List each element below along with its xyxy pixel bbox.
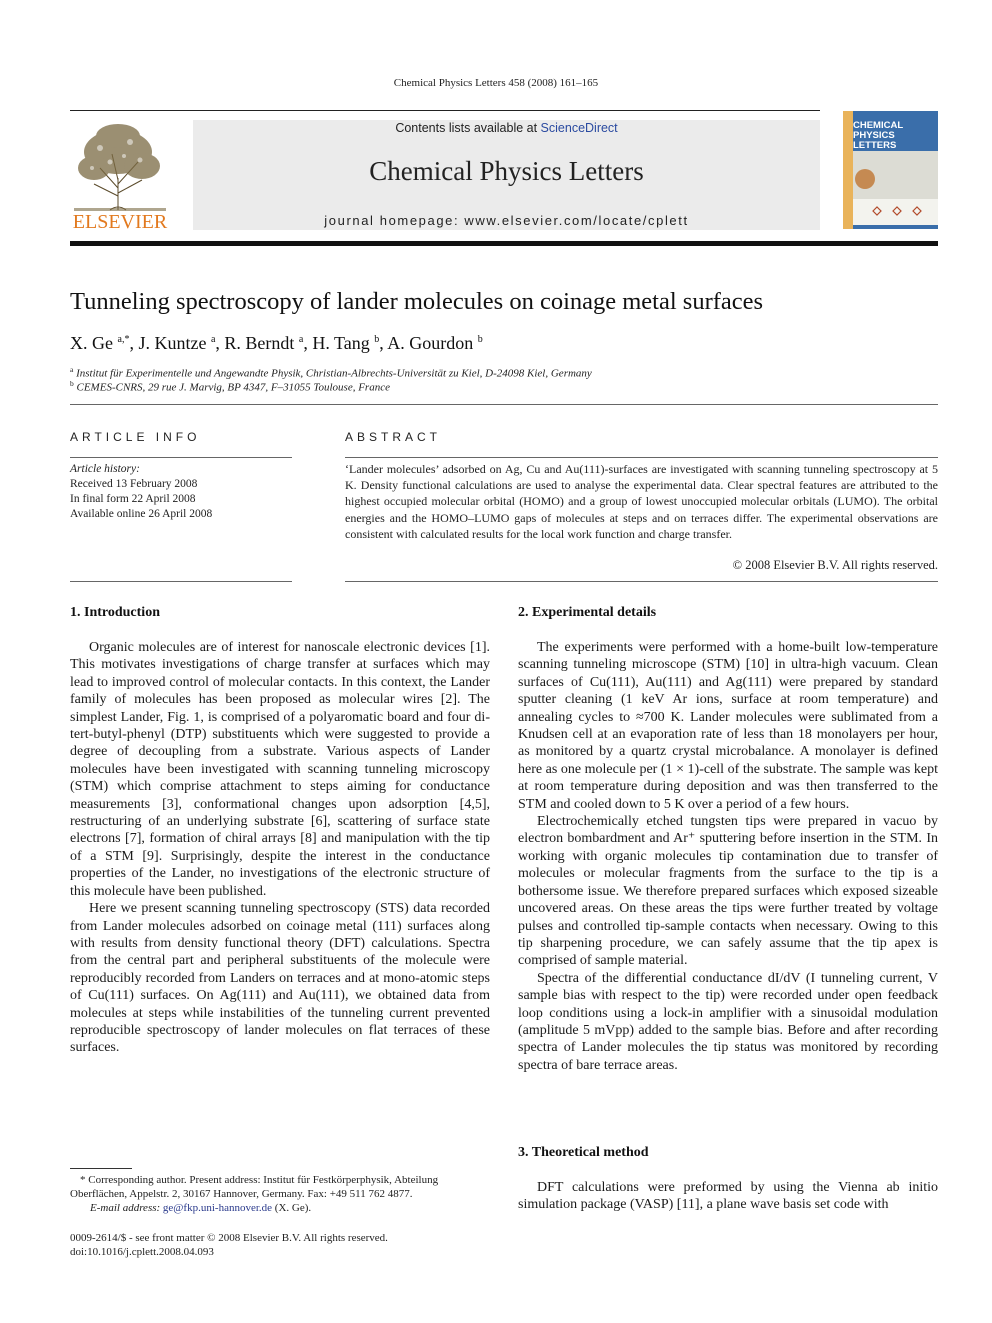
- introduction-body: [70, 639, 490, 1057]
- cover-title-line: LETTERS: [853, 140, 897, 151]
- author-name[interactable]: A. Gourdon: [387, 333, 474, 353]
- email-link[interactable]: ge@fkp.uni-hannover.de: [162, 1202, 273, 1214]
- abstract-bottom-rule: [345, 581, 938, 582]
- author-name[interactable]: R. Berndt: [224, 333, 295, 353]
- paragraph: Spectra of the differential conductance dI/dV (I tunneling current, V sample bias with respect to the tip) were recorded under open feedback loop conditions using a lock-in amplifier with a sinusoidal modulation (amplitude 5 mVpp) added to the sample bias. Before and after recording spectra of Lander molecules the tip status was monitored by recording spectra of bare terrace areas.: [518, 970, 938, 1073]
- doi-line[interactable]: doi:10.1016/j.cplett.2008.04.093: [70, 1246, 214, 1258]
- theoretical-body: [518, 1179, 938, 1214]
- received-date: Received 13 February 2008: [70, 478, 198, 490]
- author-name[interactable]: X. Ge: [70, 333, 113, 353]
- abstract-copyright: © 2008 Elsevier B.V. All rights reserved.: [732, 558, 938, 572]
- affiliation-a: [70, 365, 938, 380]
- affiliation-text: CEMES-CNRS, 29 rue J. Marvig, BP 4347, F–31055 Toulouse, France: [76, 381, 390, 394]
- article-history: [70, 462, 292, 522]
- email-label: E-mail address:: [90, 1202, 161, 1214]
- article-title: Tunneling spectroscopy of lander molecules on coinage metal surfaces: [70, 288, 764, 315]
- journal-title: Chemical Physics Letters: [369, 156, 644, 186]
- sciencedirect-link[interactable]: ScienceDirect: [540, 121, 618, 135]
- author-name[interactable]: J. Kuntze: [138, 333, 207, 353]
- section-heading-experimental: 2. Experimental details: [518, 605, 657, 620]
- elsevier-logo[interactable]: [70, 118, 170, 233]
- paragraph: DFT calculations were preformed by using the Vienna ab initio simulation package (VASP) [11], a plane wave basis set code with: [518, 1180, 938, 1213]
- abstract-heading: ABSTRACT: [345, 430, 442, 444]
- cover-title-line: PHYSICS: [853, 130, 895, 141]
- footnote-rule: [70, 1168, 132, 1169]
- author-affiliation-mark[interactable]: b: [477, 334, 483, 345]
- article-info-rule: [70, 457, 292, 458]
- corresponding-author-note: [70, 1173, 490, 1215]
- affiliation-mark: b: [70, 379, 74, 388]
- author-name[interactable]: H. Tang: [312, 333, 370, 353]
- article-info-bottom-rule: [70, 581, 292, 582]
- author-separator: ,: [303, 333, 313, 353]
- abstract-text: ‘Lander molecules’ adsorbed on Ag, Cu and Au(111)-surfaces are investigated with scanning tunneling spectroscopy at 5 K. Density functional calculations are used to analyse the experimental data. Clear spectral features are attributed to the highest occupied molecular orbital (HOMO) and a group of lowest unoccupied molecular orbitals (LUMO). The orbital energies and the HOMO–LUMO gaps of molecules at steps and on terraces differ. The experimental observations are consistent with calculated results for the local work function and charge transfer.: [345, 462, 938, 541]
- journal-citation: Chemical Physics Letters 458 (2008) 161–165: [393, 77, 599, 89]
- elsevier-tree-icon: [70, 118, 170, 233]
- author-list: [70, 333, 938, 354]
- email-suffix: (X. Ge).: [274, 1202, 312, 1214]
- paragraph: Organic molecules are of interest for nanoscale electronic devices [1]. This motivates investigations of charge transfer at surfaces which may lead to improved control of molecular contacts. In this context, the Lander family of molecules has been proposed as molecular wires [2]. The simplest Lander, Fig. 1, is comprised of a polyaromatic board and four di-tert-butyl-phenyl (DTP) substituents which were suggested to provide a degree of decoupling from a substrate. Various aspects of Lander molecules have been investigated with scanning tunneling microscopy (STM) which comprise attachment to steps aiming for conductance measurements [3], conformational changes upon adsorption [4,5], restructuring of an underlying substrate [6], scattering of surface state electrons [7], formation of chiral arrays [8] and manipulation with the tip of a STM [9]. Surprisingly, despite the interest in the conductance properties of the Lander, no investigations of the electronic structure of this molecule have been published.: [70, 640, 490, 899]
- section-heading-theoretical: 3. Theoretical method: [518, 1145, 649, 1160]
- email-line: [70, 1201, 490, 1215]
- header-rule: [70, 110, 820, 111]
- revised-date: In final form 22 April 2008: [70, 493, 196, 505]
- corresponding-author-text: * Corresponding author. Present address: Institut für Festkörperphysik, Abteilung Oberflächen, Appelstr. 2, 30167 Hannover, Germany. Fax: +49 511 762 4877.: [70, 1174, 439, 1200]
- affiliations-rule: [70, 404, 938, 405]
- section-heading-introduction: 1. Introduction: [70, 605, 160, 620]
- author-affiliation-mark[interactable]: a,*: [117, 334, 130, 345]
- author-separator: ,: [129, 333, 139, 353]
- online-date: Available online 26 April 2008: [70, 508, 213, 520]
- paragraph: Here we present scanning tunneling spectroscopy (STS) data recorded from Lander molecules adsorbed on coinage metal (111) surfaces along with results from density functional theory (DFT) calculations. Spectra from the central part and peripheral substituents of the molecule were reproducibly recorded from Landers on terraces and at mono-atomic steps of Cu(111) surfaces. On Ag(111) and Au(111), we obtained data from molecules at steps while instabilities of the tunneling current prevented reproducible spectroscopy of lander molecules on flat terraces of these surfaces.: [70, 901, 490, 1056]
- author-affiliation-mark[interactable]: b: [374, 334, 380, 345]
- contents-prefix: Contents lists available at: [395, 121, 541, 135]
- cover-title: [853, 121, 933, 151]
- abstract-rule: [345, 457, 938, 458]
- author-affiliation-mark[interactable]: a: [298, 334, 304, 345]
- paragraph: Electrochemically etched tungsten tips were prepared in vacuo by electron bombardment and Ar⁺ sputtering before insertion in the STM. In working with organic molecules tip contamination due to transfer of molecules or molecular fragments from the surface to the tip is a bothersome issue. We therefore prepared surfaces which exposed sizeable uncovered areas. On these areas the tips were further treated by voltage pulses and controlled tip-sample contacts when necessary. Owing to this tip sharpening procedure, we can safely assume that the tip apex is comprised of sample material.: [518, 814, 938, 969]
- cover-title-line: CHEMICAL: [853, 120, 904, 131]
- article-info-heading: ARTICLE INFO: [70, 430, 201, 444]
- contents-availability: [193, 121, 820, 135]
- paragraph: The experiments were performed with a home-built low-temperature scanning tunneling microscope (STM) [10] in ultra-high vacuum. Clean surfaces of Cu(111), Au(111) and Ag(111) were prepared by standard sputter cleaning (1 keV Ar ions, surface at room temperature) and annealing cycles to ≈700 K. Lander molecules were sublimated from a Knudsen cell at an evaporation rate of less than 18 monolayers per hour, as monitored by a quartz crystal microbalance. A monolayer is defined here as one molecule per (1 × 1)-cell of the substrate. The sample was kept at room temperature during deposition and was then transferred to the STM and cooled down to 5 K over a period of a few hours.: [518, 640, 938, 812]
- author-affiliation-mark[interactable]: a: [210, 334, 216, 345]
- masthead-rule: [70, 241, 938, 246]
- author-separator: ,: [215, 333, 225, 353]
- experimental-body: [518, 639, 938, 1074]
- author-separator: ,: [379, 333, 388, 353]
- journal-homepage[interactable]: journal homepage: www.elsevier.com/locate/cplett: [324, 213, 689, 228]
- history-label: Article history:: [70, 463, 140, 475]
- front-matter: [70, 1231, 490, 1259]
- issn-line: 0009-2614/$ - see front matter © 2008 Elsevier B.V. All rights reserved.: [70, 1232, 388, 1244]
- elsevier-wordmark: ELSEVIER: [72, 211, 168, 233]
- affiliation-mark: a: [70, 365, 74, 374]
- affiliation-b: [70, 379, 938, 394]
- affiliation-text: Institut für Experimentelle und Angewandte Physik, Christian-Albrechts-Universität zu Kiel, D-24098 Kiel, Germany: [76, 367, 592, 380]
